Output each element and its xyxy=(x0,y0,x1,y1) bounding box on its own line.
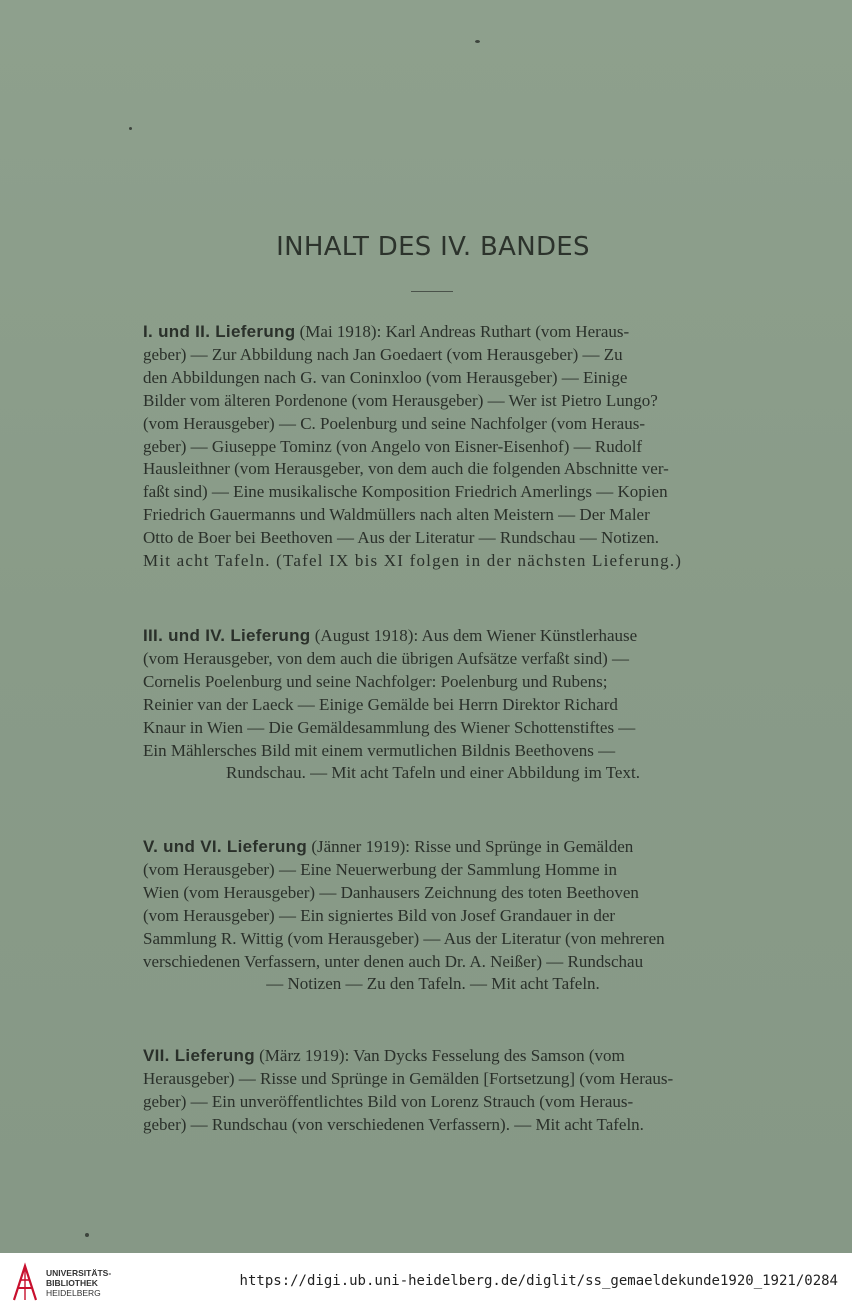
toc-line: Herausgeber) — Risse und Sprünge in Gemälden [Fortsetzung] (vom Heraus- xyxy=(143,1068,674,1088)
toc-line: Bilder vom älteren Pordenone (vom Herausgeber) — Wer ist Pietro Lungo? xyxy=(143,390,658,410)
toc-line: Hausleithner (vom Herausgeber, von dem auch die folgenden Abschnitte ver- xyxy=(143,459,669,479)
footer-bar xyxy=(0,1253,852,1314)
page-title: INHALT DES IV. BANDES xyxy=(276,232,590,262)
toc-line xyxy=(143,836,723,859)
section-heading: V. und VI. Lieferung xyxy=(143,837,308,856)
toc-line xyxy=(143,1045,723,1068)
section-heading: I. und II. Lieferung xyxy=(143,322,296,341)
logo-line: BIBLIOTHEK xyxy=(46,1278,98,1288)
library-logo-text xyxy=(46,1268,111,1298)
toc-line: geber) — Zur Abbildung nach Jan Goedaert (vom Herausgeber) — Zu xyxy=(143,344,623,364)
toc-line: Sammlung R. Wittig (vom Herausgeber) — Aus der Literatur (von mehreren xyxy=(143,928,665,948)
permalink-url[interactable]: https://digi.ub.uni-heidelberg.de/diglit/ss_gemaeldekunde1920_1921/0284 xyxy=(239,1273,838,1289)
section-heading: III. und IV. Lieferung xyxy=(143,626,311,645)
section-heading: VII. Lieferung xyxy=(143,1046,255,1065)
logo-line: UNIVERSITÄTS- xyxy=(46,1268,112,1278)
toc-line: (vom Herausgeber) — Eine Neuerwerbung der Sammlung Homme in xyxy=(143,859,617,879)
toc-section-4 xyxy=(143,1045,723,1137)
toc-line: Ein Mählersches Bild mit einem vermutlichen Bildnis Beethovens — xyxy=(143,740,616,760)
ub-heidelberg-logo-icon xyxy=(10,1262,40,1302)
toc-line: Otto de Boer bei Beethoven — Aus der Literatur — Rundschau — Notizen. xyxy=(143,528,660,548)
toc-line: geber) — Rundschau (von verschiedenen Verfassern). — Mit acht Tafeln. xyxy=(143,1114,644,1134)
logo-line: HEIDELBERG xyxy=(46,1288,101,1298)
toc-line: Mit acht Tafeln. (Tafel IX bis XI folgen in der nächsten Lieferung.) xyxy=(143,551,683,571)
toc-line: Cornelis Poelenburg und seine Nachfolger: Poelenburg und Rubens; xyxy=(143,671,608,691)
toc-section-1 xyxy=(143,321,723,573)
toc-line: geber) — Giuseppe Tominz (von Angelo von Eisner-Eisenhof) — Rudolf xyxy=(143,436,643,456)
toc-line: Friedrich Gauermanns und Waldmüllers nach alten Meistern — Der Maler xyxy=(143,505,650,525)
toc-line: Reinier van der Laeck — Einige Gemälde bei Herrn Direktor Richard xyxy=(143,694,618,714)
toc-line: den Abbildungen nach G. van Coninxloo (vom Herausgeber) — Einige xyxy=(143,367,628,387)
toc-line-text: (März 1919): Van Dycks Fesselung des Samson (vom xyxy=(259,1046,625,1065)
toc-line: Rundschau. — Mit acht Tafeln und einer Abbildung im Text. xyxy=(226,763,640,783)
paper-speck xyxy=(129,127,132,130)
toc-line-text: (Jänner 1919): Risse und Sprünge in Gemälden xyxy=(311,837,634,856)
toc-section-2 xyxy=(143,625,723,785)
toc-line: (vom Herausgeber, von dem auch die übrigen Aufsätze verfaßt sind) — xyxy=(143,648,630,668)
toc-line: Wien (vom Herausgeber) — Danhausers Zeichnung des toten Beethoven xyxy=(143,882,639,902)
toc-line: faßt sind) — Eine musikalische Komposition Friedrich Amerlings — Kopien xyxy=(143,482,668,502)
toc-line: geber) — Ein unveröffentlichtes Bild von Lorenz Strauch (vom Heraus- xyxy=(143,1091,634,1111)
paper-speck xyxy=(85,1233,89,1237)
toc-section-3 xyxy=(143,836,723,996)
toc-line: Knaur in Wien — Die Gemäldesammlung des Wiener Schottenstiftes — xyxy=(143,717,636,737)
toc-line: verschiedenen Verfassern, unter denen auch Dr. A. Neißer) — Rundschau xyxy=(143,951,644,971)
toc-line xyxy=(143,625,723,648)
toc-line-text: (Mai 1918): Karl Andreas Ruthart (vom Heraus- xyxy=(299,322,630,341)
toc-line: — Notizen — Zu den Tafeln. — Mit acht Tafeln. xyxy=(266,974,600,994)
title-divider xyxy=(411,291,453,292)
toc-line: (vom Herausgeber) — C. Poelenburg und seine Nachfolger (vom Heraus- xyxy=(143,413,645,433)
toc-line-text: (August 1918): Aus dem Wiener Künstlerhause xyxy=(314,626,638,645)
toc-line xyxy=(143,321,723,344)
toc-line: (vom Herausgeber) — Ein signiertes Bild von Josef Grandauer in der xyxy=(143,905,616,925)
paper-speck xyxy=(475,40,480,43)
